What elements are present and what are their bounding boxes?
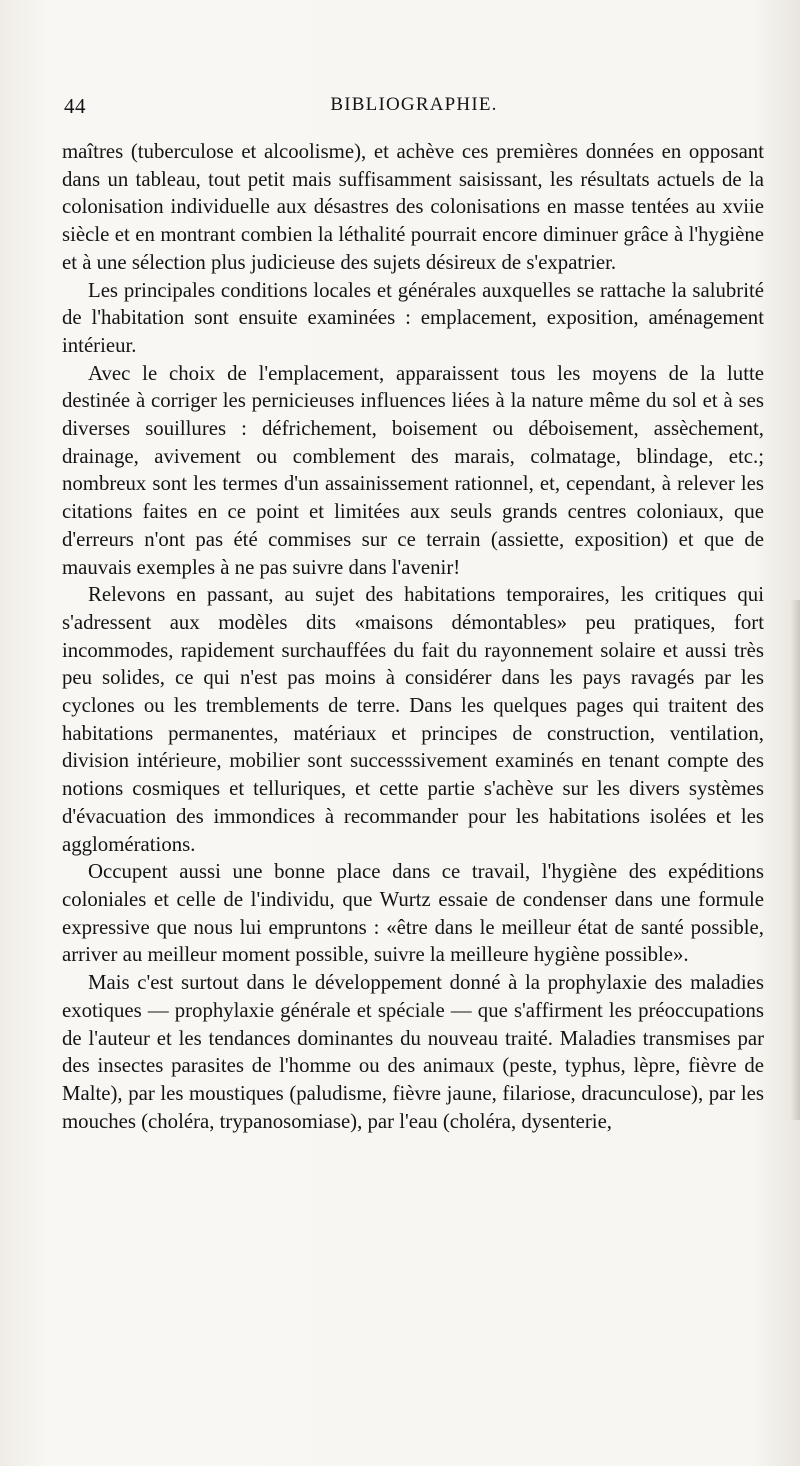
body-text <box>62 138 764 1135</box>
page-number: 44 <box>64 94 86 118</box>
paragraph-6: Mais c'est surtout dans le développement donné à la prophylaxie des maladies exotiques — prophylaxie générale et spéciale — que s'affirment les préoccupations de l'auteur et les tendances dominantes du nouveau traité. Maladies transmises par des insectes parasites de l'homme ou des animaux (peste, typhus, lèpre, fièvre de Malte), par les moustiques (paludisme, fièvre jaune, filariose, dracunculose), par les mouches (choléra, trypanosomiase), par l'eau (choléra, dysenterie, <box>62 971 764 1133</box>
paragraph-4: Relevons en passant, au sujet des habitations temporaires, les critiques qui s'adressent aux modèles dits «maisons démontables» peu pratiques, fort incommodes, rapidement surchauffées du fait du rayonnement solaire et aussi très peu solides, ce qui n'est pas moins à considérer dans les pays ravagés par les cyclones ou les tremblements de terre. Dans les quelques pages qui traitent des habitations permanentes, matériaux et principes de construction, ventilation, division intérieure, mobilier sont successsivement examinés en tenant compte des notions cosmiques et telluriques, et cette partie s'achève sur les divers systèmes d'évacuation des immondices à recommander pour les habitations isolées et les agglomérations. <box>62 583 764 856</box>
paragraph-5: Occupent aussi une bonne place dans ce travail, l'hygiène des expéditions coloniales et celle de l'individu, que Wurtz essaie de condenser dans une formule expressive que nous lui empruntons : «être dans le meilleur état de santé possible, arriver au meilleur moment possible, suivre la meilleure hygiène possible». <box>62 860 764 967</box>
paragraph-3: Avec le choix de l'emplacement, apparaissent tous les moyens de la lutte destinée à corriger les pernicieuses influences liées à la nature même du sol et à ses diverses souillures : défrichement, boisement ou déboisement, assèchement, drainage, avivement ou comblement des marais, colmatage, blindage, etc.; nombreux sont les termes d'un assainissement rationnel, et, cependant, à relever les citations faites en ce point et limitées aux seuls grands centres coloniaux, que d'erreurs n'ont pas été commises sur ce terrain (assiette, exposition) et que de mauvais exemples à ne pas suivre dans l'avenir! <box>62 361 764 579</box>
running-title: BIBLIOGRAPHIE. <box>330 94 498 115</box>
page-header <box>64 94 764 124</box>
paragraph-1: maîtres (tuberculose et alcoolisme), et achève ces premières données en opposant dans un tableau, tout petit mais suffisamment saisissant, les résultats actuels de la colonisation individuelle aux désastres des colonisations en masse tentées au xviie siècle et en montrant combien la léthalité pourrait encore diminuer grâce à l'hygiène et à une sélection plus judicieuse des sujets désireux de s'expatrier. <box>62 140 764 274</box>
page-edge-shadow <box>790 600 800 1120</box>
paragraph-2: Les principales conditions locales et générales auxquelles se rattache la salubrité de l'habitation sont ensuite examinées : emplacement, exposition, aménagement intérieur. <box>62 278 764 357</box>
